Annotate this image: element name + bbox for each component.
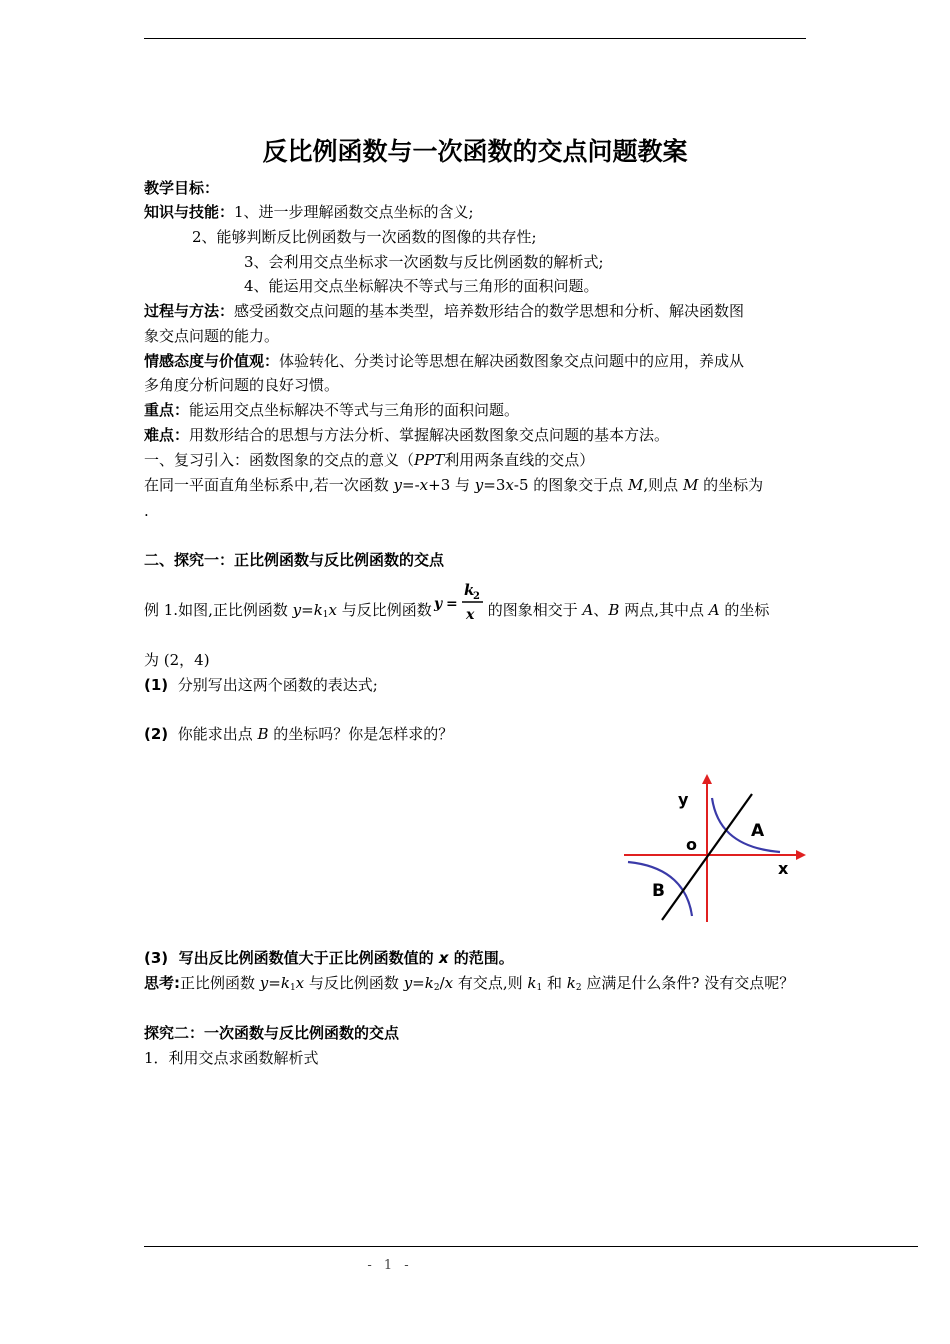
knowledge-label: 知识与技能： bbox=[144, 203, 235, 221]
y-axis-arrow bbox=[702, 774, 712, 784]
knowledge-item-3: 3、会利用交点坐标求一次函数与反比例函数的解析式; bbox=[244, 253, 604, 271]
key-point-line bbox=[144, 398, 808, 422]
think-k1-sub: 1 bbox=[289, 983, 296, 993]
think-k3: k bbox=[527, 974, 537, 992]
think-eq2: = bbox=[412, 974, 425, 992]
review-heading-pre: 一、复习引入：函数图象的交点的意义（ bbox=[144, 451, 415, 469]
think-c: 有交点,则 bbox=[453, 974, 528, 992]
think-k4: k bbox=[566, 974, 576, 992]
q1-text: 分别写出这两个函数的表达式; bbox=[177, 676, 378, 694]
ex-pre: 例 1.如图,正比例函数 bbox=[144, 601, 293, 619]
formula-x: x bbox=[465, 607, 475, 623]
think-x1: x bbox=[295, 974, 305, 992]
footer-rule bbox=[144, 1246, 918, 1247]
think-x2: x bbox=[444, 974, 454, 992]
graph-y-label: y bbox=[678, 790, 689, 809]
ex-post-b: 两点,其中点 bbox=[619, 601, 709, 619]
think-d: 和 bbox=[542, 974, 567, 992]
emotion-label: 情感态度与价值观： bbox=[144, 352, 280, 370]
think-e: 应满足什么条件? 没有交点呢？ bbox=[581, 974, 795, 992]
think-eq1: = bbox=[268, 974, 281, 992]
emotion-line-1 bbox=[144, 349, 808, 373]
rq-m1: M bbox=[628, 476, 644, 494]
page-title: 反比例函数与一次函数的交点问题教案 bbox=[262, 137, 688, 166]
think-line bbox=[144, 971, 808, 1000]
rq-c1: +3 与 bbox=[428, 476, 475, 494]
q3-number: (3) bbox=[144, 949, 169, 967]
formula-k: k bbox=[463, 581, 475, 599]
q2-number: (2) bbox=[144, 725, 169, 743]
rq-eq2: =3 bbox=[483, 476, 506, 494]
process-text-1: 感受函数交点问题的基本类型，培养数形结合的数学思想和分析、解决函数图 bbox=[234, 302, 745, 320]
difficulty-text: 用数形结合的思想与方法分析、掌握解决函数图象交点问题的基本方法。 bbox=[189, 426, 670, 444]
knowledge-line-1 bbox=[144, 200, 808, 224]
rq-y2: y bbox=[474, 476, 484, 494]
graph-x-label: x bbox=[778, 859, 789, 878]
think-k2-sub: 2 bbox=[433, 983, 440, 993]
objectives-heading: 教学目标： bbox=[144, 179, 220, 197]
review-heading-post: 利用两条直线的交点） bbox=[444, 451, 595, 469]
rq-c2: -5 的图象交于点 bbox=[513, 476, 629, 494]
difficulty-label: 难点： bbox=[144, 426, 190, 444]
review-dot: . bbox=[144, 502, 149, 520]
graph-o-label: o bbox=[686, 835, 697, 854]
formula-eq: = bbox=[445, 596, 458, 612]
think-k1: k bbox=[280, 974, 290, 992]
knowledge-item-1: 1、进一步理解函数交点坐标的含义; bbox=[234, 203, 474, 221]
q1-number: (1) bbox=[144, 676, 169, 694]
think-slash: / bbox=[439, 974, 445, 992]
difficulty-line bbox=[144, 423, 808, 447]
ex-b: B bbox=[608, 601, 620, 619]
review-heading bbox=[144, 448, 808, 472]
hyperbola-branch-a bbox=[712, 798, 780, 852]
question-3 bbox=[144, 946, 808, 970]
rq-m2: M bbox=[682, 476, 699, 494]
ex-sep: 、 bbox=[593, 601, 609, 619]
formula-k-sub: 2 bbox=[472, 591, 480, 602]
rq-b: ,则点 bbox=[643, 476, 683, 494]
ex-k: k bbox=[313, 601, 323, 619]
ex-a2: A bbox=[708, 601, 720, 619]
key-label: 重点： bbox=[144, 401, 190, 419]
explore2-item-1: 1．利用交点求函数解析式 bbox=[144, 1049, 319, 1067]
ex-eq: = bbox=[301, 601, 314, 619]
q3-x: x bbox=[438, 949, 449, 967]
think-y2: y bbox=[403, 974, 413, 992]
intersection-graph bbox=[620, 770, 810, 930]
page-number: - 1 - bbox=[367, 1258, 413, 1273]
q2-post: 的坐标吗？你是怎样求的？ bbox=[268, 725, 454, 743]
rq-a: 在同一平面直角坐标系中,若一次函数 bbox=[144, 476, 394, 494]
rq-c: 的坐标为 bbox=[698, 476, 764, 494]
q2-b: B bbox=[257, 725, 269, 743]
graph-point-b-label: B bbox=[652, 881, 665, 901]
think-label: 思考: bbox=[144, 974, 180, 992]
formula-y: y bbox=[433, 596, 442, 612]
x-axis-arrow bbox=[796, 850, 806, 860]
q2-pre: 你能求出点 bbox=[177, 725, 258, 743]
emotion-text-2: 多角度分析问题的良好习惯。 bbox=[144, 376, 340, 394]
example1-coords: 为 (2，4) bbox=[144, 651, 210, 669]
example1-line bbox=[144, 581, 808, 628]
think-a: 正比例函数 bbox=[180, 974, 260, 992]
key-text: 能运用交点坐标解决不等式与三角形的面积问题。 bbox=[189, 401, 520, 419]
header-rule bbox=[144, 38, 806, 39]
formula-y-k2-over-x bbox=[432, 580, 488, 624]
think-y1: y bbox=[259, 974, 269, 992]
ex-y: y bbox=[292, 601, 302, 619]
process-line-1 bbox=[144, 299, 808, 323]
think-k4-sub: 2 bbox=[575, 983, 582, 993]
rq-x2: x bbox=[505, 476, 514, 494]
knowledge-item-2: 2、能够判断反比例函数与一次函数的图像的共存性; bbox=[192, 228, 537, 246]
ex-mid: 与反比例函数 bbox=[336, 601, 432, 619]
review-heading-ppt: PPT bbox=[414, 451, 445, 469]
think-k2: k bbox=[424, 974, 434, 992]
ex-x: x bbox=[328, 601, 337, 619]
process-text-2: 象交点问题的能力。 bbox=[144, 327, 280, 345]
q3-post: 的范围。 bbox=[448, 949, 514, 967]
question-2 bbox=[144, 722, 808, 746]
process-label: 过程与方法： bbox=[144, 302, 235, 320]
ex-a: A bbox=[582, 601, 594, 619]
explore1-heading: 二、探究一：正比例函数与反比例函数的交点 bbox=[144, 551, 445, 569]
review-question bbox=[144, 473, 808, 497]
ex-k-sub: 1 bbox=[322, 610, 329, 620]
think-k3-sub: 1 bbox=[536, 983, 543, 993]
graph-point-a-label: A bbox=[751, 821, 765, 841]
think-b: 与反比例函数 bbox=[304, 974, 404, 992]
q3-pre: 写出反比例函数值大于正比例函数值的 bbox=[178, 949, 439, 967]
emotion-text-1: 体验转化、分类讨论等思想在解决函数图象交点问题中的应用，养成从 bbox=[279, 352, 745, 370]
ex-post-c: 的坐标 bbox=[719, 601, 770, 619]
question-1 bbox=[144, 673, 808, 697]
rq-x1: x bbox=[419, 476, 429, 494]
ex-post-a: 的图象相交于 bbox=[487, 601, 583, 619]
rq-eq1: =- bbox=[402, 476, 420, 494]
rq-y1: y bbox=[393, 476, 403, 494]
knowledge-item-4: 4、能运用交点坐标解决不等式与三角形的面积问题。 bbox=[244, 277, 599, 295]
explore2-heading: 探究二：一次函数与反比例函数的交点 bbox=[144, 1024, 400, 1042]
